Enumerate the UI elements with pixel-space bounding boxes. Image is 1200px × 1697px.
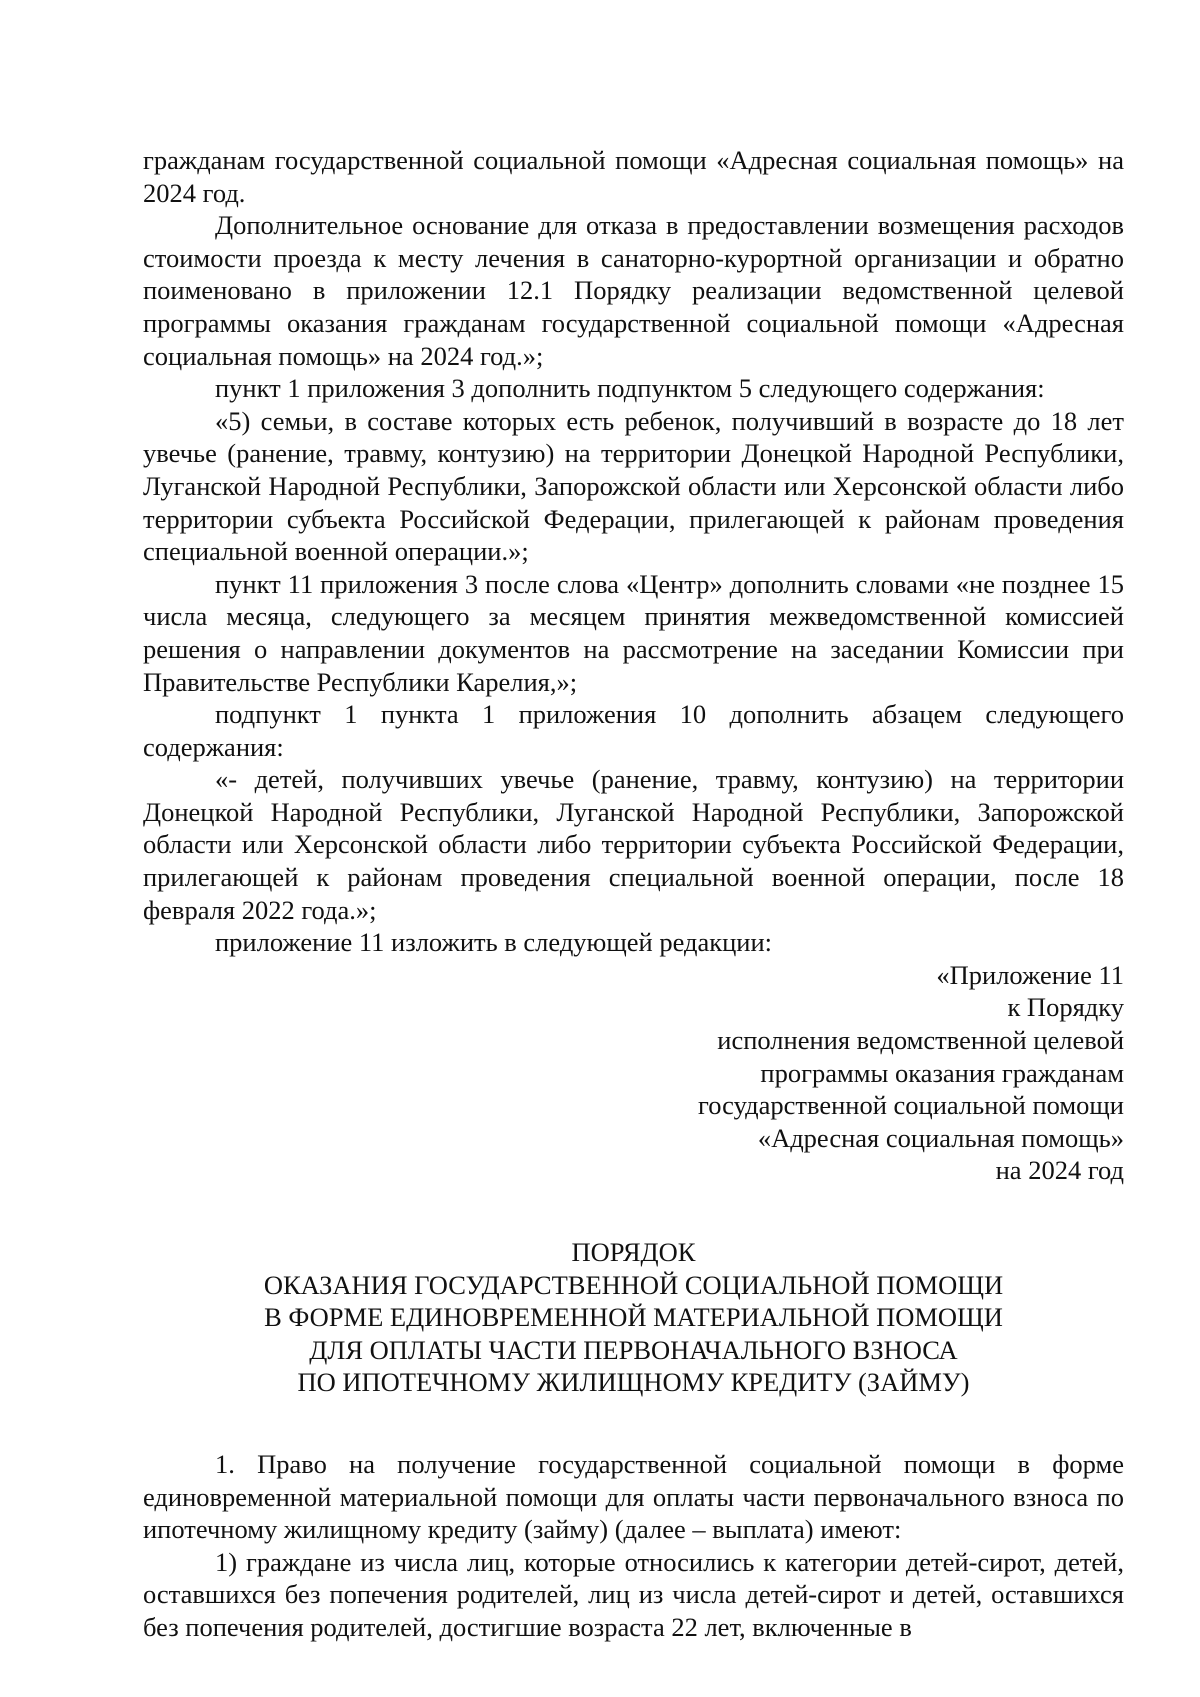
annex-header-line: программы оказания гражданам (760, 1057, 1124, 1088)
annex-header (143, 959, 1124, 1187)
document-body (143, 144, 1124, 1644)
paragraph-children-injured: «- детей, получивших увечье (ранение, травму, контузию) на территории Донецкой Народной Республики, Луганской Народной Республики, Запорожской области или Херсонской области либо территории субъекта Российской Федерации, прилегающей к районам проведения специальной военной операции, после 18 февраля 2022 года.»; (143, 764, 1124, 925)
paragraph-additional-refusal-ground: Дополнительное основание для отказа в предоставлении возмещения расходов стоимости проезда к месту лечения в санаторно-курортной организации и обратно поименовано в приложении 12.1 Порядку реализации ведомственной целевой программы оказания гражданам государственной социальной помощи «Адресная социальная помощь» на 2024 год.»; (143, 210, 1124, 371)
paragraph-amendment-annex10: подпункт 1 пункта 1 приложения 10 дополнить абзацем следующего содержания: (143, 699, 1124, 762)
annex-header-line: исполнения ведомственной целевой (717, 1025, 1124, 1056)
annex-header-line: на 2024 год (995, 1155, 1124, 1186)
paragraph-subpoint-1: 1) граждане из числа лиц, которые относились к категории детей-сирот, детей, оставшихся без попечения родителей, лиц из числа детей-сирот и детей, оставшихся без попечения родителей, достигшие возраста 22 лет, включенные в (143, 1546, 1124, 1642)
title-line: В ФОРМЕ ЕДИНОВРЕМЕННОЙ МАТЕРИАЛЬНОЙ ПОМОЩИ (264, 1302, 1003, 1333)
paragraph-annex11-new-edition: приложение 11 изложить в следующей редакции: (215, 927, 773, 958)
annex-header-line: «Приложение 11 (936, 959, 1124, 990)
annex-header-line: к Порядку (1007, 992, 1124, 1023)
title-line: ПО ИПОТЕЧНОМУ ЖИЛИЩНОМУ КРЕДИТУ (ЗАЙМУ) (297, 1367, 970, 1398)
paragraph-continuation: гражданам государственной социальной помощи «Адресная социальная помощь» на 2024 год. (143, 145, 1124, 208)
annex-header-line: государственной социальной помощи (698, 1090, 1124, 1121)
annex-header-line: «Адресная социальная помощь» (757, 1122, 1124, 1153)
title-line: ПОРЯДОК (571, 1237, 696, 1267)
document-title (143, 1236, 1124, 1399)
paragraph-amendment-annex3-point11: пункт 11 приложения 3 после слова «Центр» дополнить словами «не позднее 15 числа месяца, следующего за месяцем принятия межведомственной комиссией решения о направлении документов на рассмотрение на заседании Комиссии при Правительстве Республики Карелия,»; (143, 568, 1124, 697)
title-line: ДЛЯ ОПЛАТЫ ЧАСТИ ПЕРВОНАЧАЛЬНОГО ВЗНОСА (309, 1334, 958, 1365)
title-line: ОКАЗАНИЯ ГОСУДАРСТВЕННОЙ СОЦИАЛЬНОЙ ПОМОЩИ (263, 1269, 1004, 1300)
paragraph-amendment-annex3-point1: пункт 1 приложения 3 дополнить подпунктом 5 следующего содержания: (215, 373, 1045, 404)
paragraph-subpoint-5: «5) семьи, в составе которых есть ребенок, получивший в возрасте до 18 лет увечье (ранение, травму, контузию) на территории Донецкой Народной Республики, Луганской Народной Республики, Запорожской области или Херсонской области либо территории субъекта Российской Федерации, прилегающей к районам проведения специальной военной операции.»; (143, 405, 1124, 567)
paragraph-point-1: 1. Право на получение государственной социальной помощи в форме единовременной материальной помощи для оплаты части первоначального взноса по ипотечному жилищному кредиту (займу) (далее – выплата) имеют: (143, 1448, 1124, 1545)
